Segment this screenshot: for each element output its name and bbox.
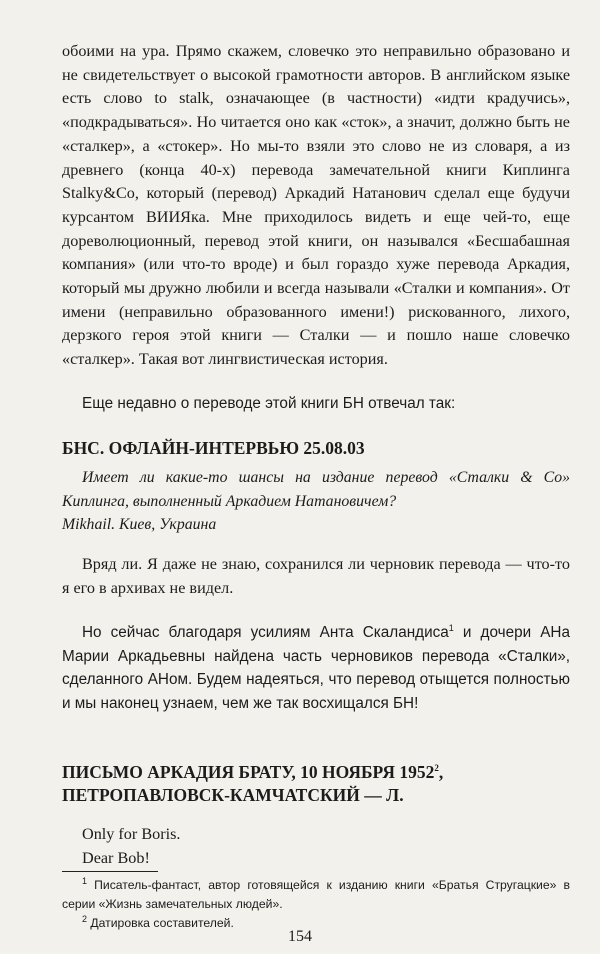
question-text: Имеет ли какие-то шансы на издание перевод «Сталки & Co» Киплинга, выполненный Аркадием Натановичем? <box>62 469 570 510</box>
letter-heading <box>62 761 570 807</box>
question-author: Mikhail. Киев, Украина <box>62 516 217 534</box>
footnote-text: Писатель-фантаст, автор готовящейся к изданию книги «Братья Стругацкие» в серии «Жизнь замечательных людей». <box>62 878 570 912</box>
letter-heading-text: ПИСЬМО АРКАДИЯ БРАТУ, 10 НОЯБРЯ 1952 <box>62 762 435 783</box>
letter-opening <box>62 823 570 870</box>
footnotes <box>62 876 570 933</box>
footnote-text: Датировка составителей. <box>87 916 234 931</box>
editor-comment: Еще недавно о переводе этой книги БН отвечал так: <box>82 394 456 412</box>
body-paragraph: обоими на ура. Прямо скажем, словечко это неправильно образовано и не свидетельствует о высокой грамотности авторов. В английском языке есть слово to stalk, означающее (в частности) «идти крадучись», «подкрадываться». Но читается оно как «сток», а значит, должно быть не «сталкер», а «стокер». Но мы-то взяли это слово не из словаря, а из древнего (конца 40-х) перевода замечательной книги Киплинга Stalky&Co, который (перевод) Аркадий Натанович сделал еще будучи курсантом ВИИЯка. Мне приходилось видеть и еще чей-то, еще дореволюционный, перевод этой книги, он назывался «Бесшабашная компания» (или что-то вроде) и был гораздо хуже перевода Аркадия, который мы дружно любили и всегда называли «Сталки и компания». От имени (неправильно образованного имени!) рискованного, лихого, дерзкого героя этой книги — Сталки — и пошло наше словечко «сталкер». Такая вот лингвистическая история. <box>62 42 570 369</box>
comment-text-part: Но сейчас благодаря усилиям Анта Скаландиса <box>82 624 449 642</box>
page-number: 154 <box>288 928 312 945</box>
editor-comment-2 <box>62 621 570 715</box>
footnote-1 <box>62 876 570 914</box>
footnote-mark: 1 <box>82 876 88 887</box>
interview-question <box>62 466 570 537</box>
footnote-ref[interactable]: 2 <box>434 763 439 774</box>
interview-answer: Вряд ли. Я даже не знаю, сохранился ли черновик перевода — что-то я его в архивах не видел. <box>62 554 570 597</box>
letter-line: Dear Bob! <box>82 848 150 867</box>
comment-text-part: и дочери АНа Марии Аркадьевны найдена часть черновиков перевода «Сталки», сделанного АНом. Будем надеяться, что перевод отыщется полностью и мы наконец узнаем, чем же так восхищался БН! <box>62 624 570 712</box>
letter-line: Only for Boris. <box>82 825 181 844</box>
section-heading: БНС. ОФЛАЙН-ИНТЕРВЬЮ 25.08.03 <box>62 438 365 459</box>
page-content <box>62 40 570 933</box>
letter-heading-line2: ПЕТРОПАВЛОВСК-КАМЧАТСКИЙ — Л. <box>62 785 404 806</box>
footnote-divider <box>62 871 158 872</box>
footnote-ref[interactable]: 1 <box>448 623 454 634</box>
footnote-mark: 2 <box>82 914 88 925</box>
letter-heading-comma: , <box>438 762 444 783</box>
